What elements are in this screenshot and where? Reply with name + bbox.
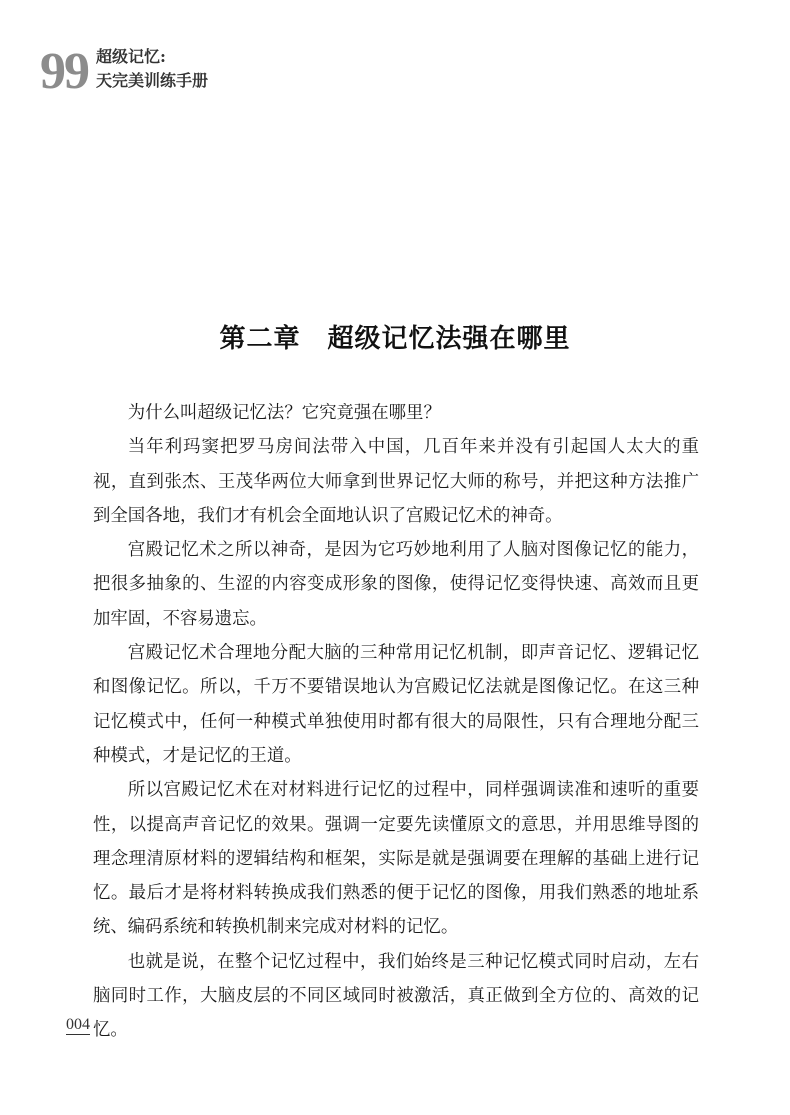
paragraph: 所以宫殿记忆术在对材料进行记忆的过程中，同样强调读准和速听的重要性，以提高声音记忆的效果。强调一定要先读懂原文的意思，并用思维导图的理念理清原材料的逻辑结构和框架，实际是就是强调要在理解的基础上进行记忆。最后才是将材料转换成我们熟悉的便于记忆的图像，用我们熟悉的地址系统、编码系统和转换机制来完成对材料的记忆。 [93, 780, 699, 938]
paragraph: 为什么叫超级记忆法？它究竟强在哪里？ [127, 403, 441, 423]
chapter-title: 第二章 超级记忆法强在哪里 [219, 324, 571, 354]
paragraph: 宫殿记忆术合理地分配大脑的三种常用记忆机制，即声音记忆、逻辑记忆和图像记忆。所以，千万不要错误地认为宫殿记忆法就是图像记忆。在这三种记忆模式中，任何一种模式单独使用时都有很大的局限性，只有合理地分配三种模式，才是记忆的王道。 [93, 643, 699, 766]
page-number: 004 [66, 1016, 90, 1033]
paragraph: 当年利玛窦把罗马房间法带入中国，几百年来并没有引起国人太大的重视，直到张杰、王茂华两位大师拿到世界记忆大师的称号，并把这种方法推广到全国各地，我们才有机会全面地认识了宫殿记忆术的神奇。 [93, 437, 699, 526]
paragraph: 也就是说，在整个记忆过程中，我们始终是三种记忆模式同时启动，左右脑同时工作，大脑皮层的不同区域同时被激活，真正做到全方位的、高效的记忆。 [93, 951, 699, 1041]
body-text [93, 396, 699, 1048]
book-number: 99 [40, 43, 88, 100]
paragraph: 宫殿记忆术之所以神奇，是因为它巧妙地利用了人脑对图像记忆的能力，把很多抽象的、生涩的内容变成形象的图像，使得记忆变得快速、高效而且更加牢固，不容易遗忘。 [93, 540, 699, 629]
book-title-line2: 天完美训练手册 [96, 71, 209, 90]
book-title-line1: 超级记忆: [96, 47, 166, 66]
running-header [40, 40, 340, 100]
